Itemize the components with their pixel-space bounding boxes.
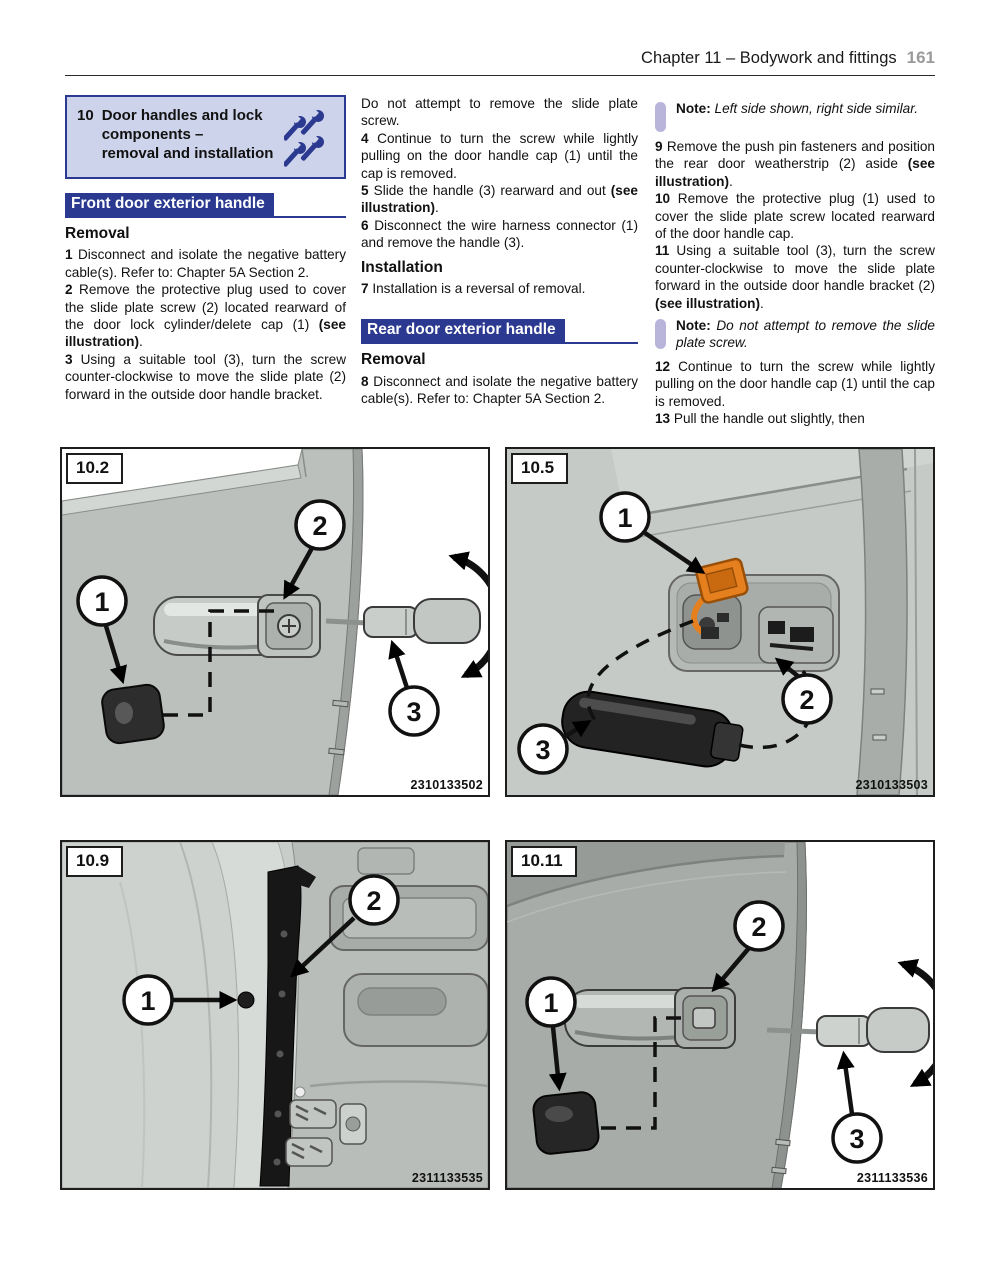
step-12: 12 Continue to turn the screw while lightly pulling on the door handle cap (1) until the cap is removed. xyxy=(655,358,935,409)
front-door-heading-rule xyxy=(65,193,346,218)
figure-10-5-image-id: 2310133503 xyxy=(855,778,928,792)
step-10: 10 Remove the protective plug (1) used to cover the slide plate screw located rearward of the door handle cap. xyxy=(655,191,935,242)
page-header xyxy=(65,48,935,68)
step-6: 6 Disconnect the wire harness connector (1) and remove the handle (3). xyxy=(361,217,639,251)
door-handle-assembly xyxy=(154,595,320,657)
step-8: 8 Disconnect and isolate the negative battery cable(s). Refer to: Chapter 5A Section 2. xyxy=(361,373,638,407)
delete-cap xyxy=(101,683,166,745)
note-pill-icon xyxy=(655,102,666,132)
figure-10-2 xyxy=(60,447,490,797)
figure-10-9-illustration xyxy=(62,842,488,1188)
figure-10-5-label: 10.5 xyxy=(511,453,568,484)
svg-text:1: 1 xyxy=(140,986,156,1016)
step-5: 5 Slide the handle (3) rearward and out (see illustration). xyxy=(361,183,638,216)
column-left xyxy=(65,95,346,403)
svg-text:1: 1 xyxy=(543,988,559,1018)
chapter-title: Chapter 11 – Bodywork and fittings xyxy=(641,49,897,67)
figure-10-9-image-id: 2311133535 xyxy=(411,1171,483,1185)
installation-subheading: Installation xyxy=(361,258,443,276)
column-right xyxy=(655,95,935,428)
rear-door-heading-rule xyxy=(361,319,638,344)
section-10-box xyxy=(65,95,346,179)
handle-cap xyxy=(532,1091,600,1155)
slide-plate-screw xyxy=(693,1008,715,1028)
figure-10-11 xyxy=(505,840,935,1190)
spanner-rating-icon xyxy=(284,106,336,168)
step-7: 7 Installation is a reversal of removal. xyxy=(361,281,586,297)
callout-3 xyxy=(390,645,438,735)
header-rule xyxy=(65,75,935,76)
page-number: 161 xyxy=(906,48,935,67)
callout-3 xyxy=(833,1056,881,1162)
step-11: 11 Using a suitable tool (3), turn the screw counter-clockwise to move the slide plate forward in the outside door handle bracket (2) (see illustration). xyxy=(655,243,936,311)
step-9: 9 Remove the push pin fasteners and position the rear door weatherstrip (2) aside (see illustration). xyxy=(655,139,935,189)
figure-10-2-image-id: 2310133502 xyxy=(410,778,483,792)
figure-10-11-image-id: 2311133536 xyxy=(856,1171,928,1185)
figure-10-9-label: 10.9 xyxy=(66,846,123,877)
rear-door-heading: Rear door exterior handle xyxy=(361,319,565,342)
body-jamb-panel xyxy=(62,842,297,1188)
section-title: Door handles and lock components – removal and installation xyxy=(101,107,274,162)
front-door-heading: Front door exterior handle xyxy=(65,193,274,216)
svg-text:1: 1 xyxy=(617,503,633,533)
figure-10-2-label: 10.2 xyxy=(66,453,123,484)
svg-text:3: 3 xyxy=(535,735,551,765)
svg-text:2: 2 xyxy=(312,511,328,541)
svg-text:3: 3 xyxy=(849,1124,865,1154)
note-pill-icon xyxy=(655,319,666,349)
svg-text:2: 2 xyxy=(751,912,767,942)
svg-text:2: 2 xyxy=(799,685,815,715)
removal-subheading: Removal xyxy=(65,225,130,242)
slide-plate-lock xyxy=(759,607,833,663)
svg-text:1: 1 xyxy=(94,587,110,617)
figure-10-5 xyxy=(505,447,935,797)
figure-10-11-label: 10.11 xyxy=(511,846,577,877)
svg-text:3: 3 xyxy=(406,697,422,727)
figure-10-2-illustration xyxy=(62,449,488,795)
step-4: 4 Continue to turn the screw while lightly pulling on the door handle cap (1) until the cap is removed. xyxy=(361,130,638,181)
note-left-side: Note: Left side shown, right side similar. xyxy=(655,100,935,132)
figure-10-11-illustration xyxy=(507,842,933,1188)
figure-10-5-illustration xyxy=(507,449,933,795)
note-slide-plate: Note: Do not attempt to remove the slide plate screw. xyxy=(655,317,935,352)
section-number: 10 xyxy=(77,107,94,124)
step-13: 13 Pull the handle out slightly, then xyxy=(655,411,865,427)
column-middle xyxy=(361,95,638,408)
step-3-continuation: Do not attempt to remove the slide plate screw. xyxy=(361,96,638,129)
step-2: 2 Remove the protective plug used to cover the slide plate screw (2) located rearward of the door lock cylinder/delete cap (1) (see illustration). xyxy=(65,282,346,350)
door-handle-assembly xyxy=(565,988,735,1048)
step-3: 3 Using a suitable tool (3), turn the screw counter-clockwise to move the slide plate (2) forward in the outside door handle bracket. xyxy=(65,351,347,402)
svg-text:2: 2 xyxy=(366,886,382,916)
removal-subheading-2: Removal xyxy=(361,351,426,369)
figure-10-9 xyxy=(60,840,490,1190)
step-1: 1 Disconnect and isolate the negative battery cable(s). Refer to: Chapter 5A Section 2. xyxy=(65,247,346,280)
push-pin xyxy=(238,992,254,1008)
